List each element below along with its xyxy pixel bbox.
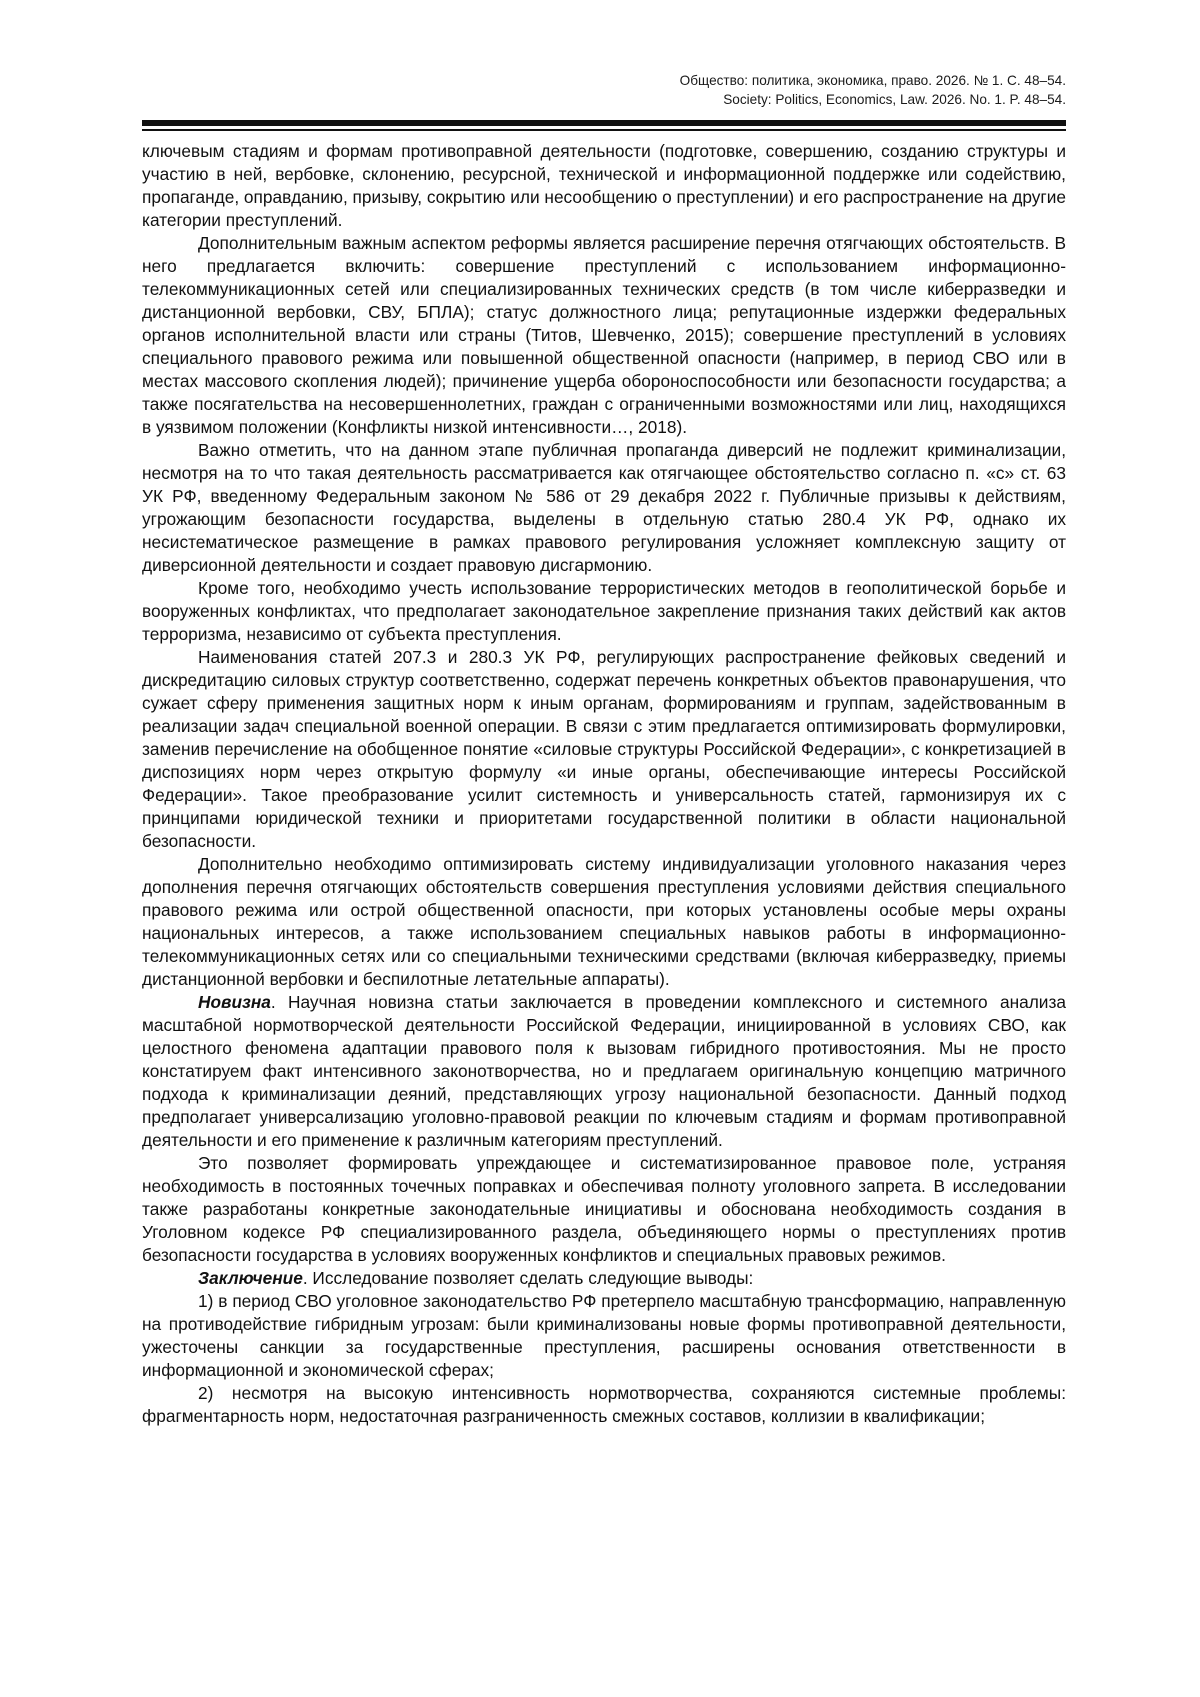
paragraph-text: Дополнительно необходимо оптимизировать систему индивидуализации уголовного наказания через дополнения перечня отягчающих обстоятельств совершения преступления условиями действия специального правового режима или острой общественной опасности, при которых установлены особые меры охраны национальных интересов, а также использованием специальных навыков работы в информационно-телекоммуникационных сетях или со специальными техническими средствами (включая киберразведку, приемы дистанционной вербовки и беспилотные летательные аппараты). <box>142 854 1066 989</box>
paragraph-text: 2) несмотря на высокую интенсивность нормотворчества, сохраняются системные проблемы: фрагментарность норм, недостаточная разграниченность смежных составов, коллизии в квалификации; <box>142 1383 1066 1426</box>
paragraph-text: Наименования статей 207.3 и 280.3 УК РФ, регулирующих распространение фейковых сведений и дискредитацию силовых структур соответственно, содержат перечень конкретных объектов правонарушения, что сужает сферу применения защитных норм к иным органам, формированиям и группам, задействованным в реализации задач специальной военной операции. В связи с этим предлагается оптимизировать формулировки, заменив перечисление на обобщенное понятие «силовые структуры Российской Федерации», с конкретизацией в диспозициях норм через открытую формулу «и иные органы, обеспечивающие интересы Российской Федерации». Такое преобразование усилит системность и универсальность статей, гармонизируя их с принципами юридической техники и приоритетами государственной политики в области национальной безопасности. <box>142 647 1066 851</box>
paragraph-text: . Исследование позволяет сделать следующие выводы: <box>302 1268 754 1288</box>
header-rule-thin <box>142 129 1066 131</box>
paragraph <box>142 439 1066 577</box>
section-lead-novelty: Новизна <box>198 992 271 1012</box>
running-header-ru: Общество: политика, экономика, право. 2026. № 1. С. 48–54. <box>679 73 1066 88</box>
paragraph-continued <box>142 140 1066 232</box>
paragraph-text: . Научная новизна статьи заключается в проведении комплексного и системного анализа масштабной нормотворческой деятельности Российской Федерации, инициированной в условиях СВО, как целостного феномена адаптации правового поля к вызовам гибридного противостояния. Мы не просто констатируем факт интенсивного законотворчества, но и предлагаем оригинальную концепцию матричного подхода к криминализации деяний, представляющих угрозу национальной безопасности. Данный подход предполагает универсализацию уголовно-правовой реакции по ключевым стадиям и формам противоправной деятельности и его применение к различным категориям преступлений. <box>142 992 1066 1150</box>
paragraph-text: ключевым стадиям и формам противоправной деятельности (подготовке, совершению, созданию структуры и участию в ней, вербовке, склонению, ресурсной, технической и информационной поддержке или содействию, пропаганде, оправданию, призыву, сокрытию или несообщению о преступлении) и его распространение на другие категории преступлений. <box>142 141 1066 230</box>
paragraph-novelty <box>142 991 1066 1152</box>
paragraph-text: Кроме того, необходимо учесть использование террористических методов в геополитической борьбе и вооруженных конфликтах, что предполагает законодательное закрепление признания таких действий как актов терроризма, независимо от субъекта преступления. <box>142 578 1066 644</box>
paragraph <box>142 646 1066 853</box>
paragraph <box>142 232 1066 439</box>
header-rule-thick <box>142 120 1066 126</box>
paragraph <box>142 853 1066 991</box>
paragraph-text: 1) в период СВО уголовное законодательство РФ претерпело масштабную трансформацию, направленную на противодействие гибридным угрозам: были криминализованы новые формы противоправной деятельности, ужесточены санкции за государственные преступления, расширены основания ответственности в информационной и экономической сферах; <box>142 1291 1066 1380</box>
article-body <box>142 140 1066 1428</box>
paragraph-text: Важно отметить, что на данном этапе публичная пропаганда диверсий не подлежит криминализации, несмотря на то что такая деятельность рассматривается как отягчающее обстоятельство согласно п. «с» ст. 63 УК РФ, введенному Федеральным законом № 586 от 29 декабря 2022 г. Публичные призывы к действиям, угрожающим безопасности государства, выделены в отдельную статью 280.4 УК РФ, однако их несистематическое размещение в рамках правового регулирования усложняет комплексную защиту от диверсионной деятельности и создает правовую дисгармонию. <box>142 440 1066 575</box>
conclusion-item-1 <box>142 1290 1066 1382</box>
paragraph-text: Дополнительным важным аспектом реформы является расширение перечня отягчающих обстоятельств. В него предлагается включить: совершение преступлений с использованием информационно-телекоммуникационных сетей или специализированных технических средств (в том числе киберразведки и дистанционной вербовки, СВУ, БПЛА); статус должностного лица; репутационные издержки федеральных органов исполнительной власти или страны (Титов, Шевченко, 2015); совершение преступлений в условиях специального правового режима или повышенной общественной опасности (например, в период СВО или в местах массового скопления людей); причинение ущерба обороноспособности или безопасности государства; а также посягательства на несовершеннолетних, граждан с ограниченными возможностями или лиц, находящихся в уязвимом положении (Конфликты низкой интенсивности…, 2018). <box>142 233 1066 437</box>
paragraph <box>142 1152 1066 1267</box>
running-header-en: Society: Politics, Economics, Law. 2026. No. 1. P. 48–54. <box>723 92 1066 107</box>
running-header <box>366 71 1066 109</box>
paragraph-text: Это позволяет формировать упреждающее и систематизированное правовое поле, устраняя необходимость в постоянных точечных поправках и обеспечивая полноту уголовного запрета. В исследовании также разработаны конкретные законодательные инициативы и обоснована необходимость создания в Уголовном кодексе РФ специализированного раздела, объединяющего нормы о преступлениях против безопасности государства в условиях вооруженных конфликтов и специальных правовых режимов. <box>142 1153 1066 1265</box>
conclusion-item-2 <box>142 1382 1066 1428</box>
paragraph <box>142 577 1066 646</box>
paragraph-conclusion <box>142 1267 1066 1290</box>
section-lead-conclusion: Заключение <box>198 1268 303 1288</box>
